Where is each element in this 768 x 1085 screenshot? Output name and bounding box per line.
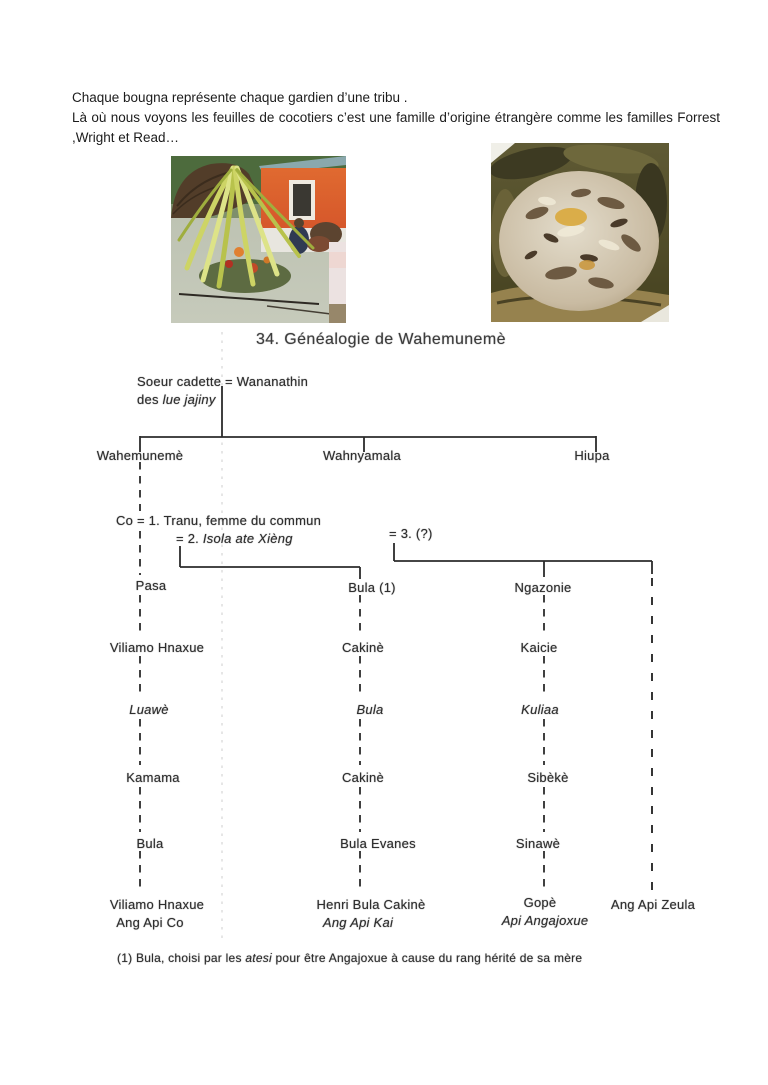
person-kuliaa: Kuliaa (521, 702, 559, 717)
person-viliamo-hnaxue: Viliamo Hnaxue (109, 640, 205, 655)
person-wahemuneme: Wahemunemè (96, 448, 184, 463)
person-bula-1: Bula (1) (348, 580, 396, 595)
window (293, 184, 311, 216)
person-pasa: Pasa (135, 578, 167, 593)
intro-line-1: Chaque bougna représente chaque gardien d’une tribu . (72, 90, 408, 105)
title-api-angajoxue: Api Angajoxue (501, 913, 589, 928)
person-kamama: Kamama (126, 770, 180, 785)
marriage-3: = 3. (?) (389, 526, 433, 541)
photo-bougna-closeup (491, 143, 669, 322)
person-bula-evanes: Bula Evanes (340, 836, 416, 851)
person-bula-b: Bula (356, 702, 384, 717)
marriage-2: = 2. Isola ate Xièng (176, 531, 293, 546)
person-sibeke: Sibèkè (527, 770, 569, 785)
photo-bougna-ceremony (171, 156, 346, 323)
person-wahnyamala: Wahnyamala (323, 448, 401, 463)
title-ang-api-co: Ang Api Co (116, 915, 184, 930)
person-bula-c: Bula (136, 836, 164, 851)
title-ang-api-kai: Ang Api Kai (322, 915, 394, 930)
person-luawe: Luawè (129, 702, 169, 717)
person-henri-bula-cakine: Henri Bula Cakinè (316, 897, 426, 912)
person-sinawe: Sinawè (515, 836, 561, 851)
person-ang-api-zeula: Ang Api Zeula (610, 897, 696, 912)
intro-paragraph (72, 88, 720, 148)
intro-line-2: Là où nous voyons les feuilles de cocotiers c’est une famille d’origine étrangère comme les familles Forrest ,Wright et Read… (72, 110, 720, 145)
person-cakine-2: Cakinè (342, 770, 384, 785)
diagram-title: 34. Généalogie de Wahemunemè (256, 331, 506, 348)
person-viliamo-hnaxue-2: Viliamo Hnaxue (109, 897, 205, 912)
marriage-1: Co = 1. Tranu, femme du commun (116, 513, 322, 528)
ancestor-couple: Soeur cadette = Wananathin (137, 374, 309, 389)
ancestor-clan: des lue jajiny (137, 392, 216, 407)
person-hiupa: Hiupa (574, 448, 610, 463)
bougna-ceremony-illustration (171, 156, 346, 323)
footnote: (1) Bula, choisi par les atesi pour être Angajoxue à cause du rang hérité de sa mère (117, 951, 583, 965)
person-gope: Gopè (523, 895, 557, 910)
yellow-patch (555, 208, 587, 226)
bougna-closeup-illustration (491, 143, 669, 322)
person-kaicie: Kaicie (520, 640, 558, 655)
person-ngazonie: Ngazonie (514, 580, 572, 595)
person-cakine: Cakinè (342, 640, 384, 655)
